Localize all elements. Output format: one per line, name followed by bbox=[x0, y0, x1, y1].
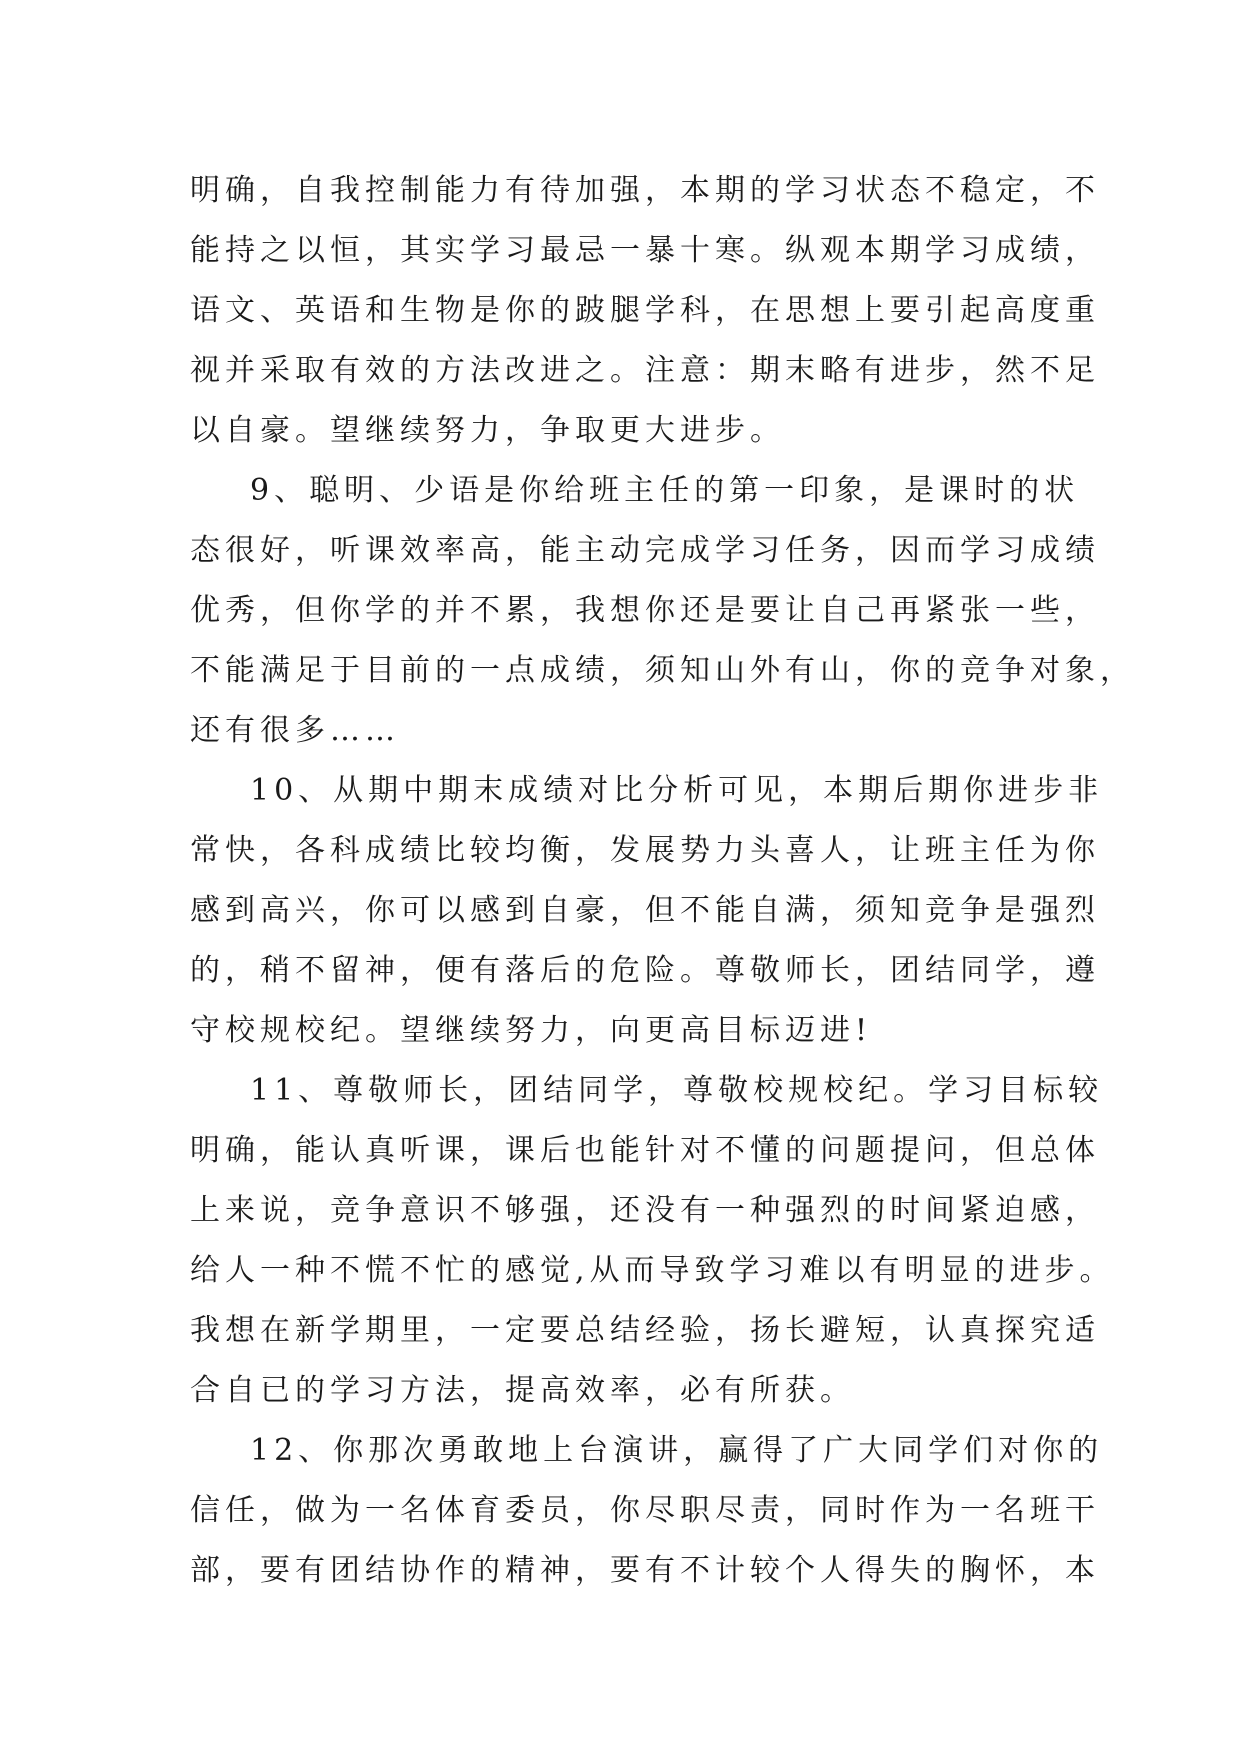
text-line: 能持之以恒，其实学习最忌一暴十寒。纵观本期学习成绩， bbox=[190, 233, 1100, 268]
text-line: 以自豪。望继续努力，争取更大进步。 bbox=[190, 413, 785, 448]
paragraph-9-first-line: 9、聪明、少语是你给班主任的第一印象，是课时的状 bbox=[250, 473, 1080, 508]
text-line: 优秀，但你学的并不累，我想你还是要让自己再紧张一些， bbox=[190, 593, 1100, 628]
text-line: 还有很多…… bbox=[190, 713, 400, 748]
text-line: 部，要有团结协作的精神，要有不计较个人得失的胸怀，本 bbox=[190, 1553, 1100, 1588]
text-line: 感到高兴，你可以感到自豪，但不能自满，须知竞争是强烈 bbox=[190, 893, 1100, 928]
text-line: 明确，能认真听课，课后也能针对不懂的问题提问，但总体 bbox=[190, 1133, 1100, 1168]
document-body bbox=[190, 161, 1135, 1601]
text-line: 合自已的学习方法，提高效率，必有所获。 bbox=[190, 1373, 855, 1408]
text-line: 不能满足于目前的一点成绩，须知山外有山，你的竞争对象， bbox=[190, 653, 1135, 688]
text-line: 视并采取有效的方法改进之。注意：期末略有进步，然不足 bbox=[190, 353, 1100, 388]
paragraph-11-first-line: 11、尊敬师长，团结同学，尊敬校规校纪。学习目标较 bbox=[250, 1073, 1104, 1108]
text-line: 守校规校纪。望继续努力，向更高目标迈进! bbox=[190, 1013, 873, 1048]
text-line: 上来说，竞争意识不够强，还没有一种强烈的时间紧迫感， bbox=[190, 1193, 1100, 1228]
text-line: 信任，做为一名体育委员，你尽职尽责，同时作为一名班干 bbox=[190, 1493, 1100, 1528]
text-line: 的，稍不留神，便有落后的危险。尊敬师长，团结同学，遵 bbox=[190, 953, 1100, 988]
text-line: 我想在新学期里，一定要总结经验，扬长避短，认真探究适 bbox=[190, 1313, 1100, 1348]
text-line: 常快，各科成绩比较均衡，发展势力头喜人，让班主任为你 bbox=[190, 833, 1100, 868]
text-line: 态很好，听课效率高，能主动完成学习任务，因而学习成绩 bbox=[190, 533, 1100, 568]
text-line: 给人一种不慌不忙的感觉,从而导致学习难以有明显的进步。 bbox=[190, 1253, 1115, 1288]
text-line: 明确，自我控制能力有待加强，本期的学习状态不稳定，不 bbox=[190, 173, 1100, 208]
paragraph-12-first-line: 12、你那次勇敢地上台演讲，赢得了广大同学们对你的 bbox=[250, 1433, 1104, 1468]
text-line: 语文、英语和生物是你的跛腿学科，在思想上要引起高度重 bbox=[190, 293, 1100, 328]
paragraph-10-first-line: 10、从期中期末成绩对比分析可见，本期后期你进步非 bbox=[250, 773, 1104, 808]
